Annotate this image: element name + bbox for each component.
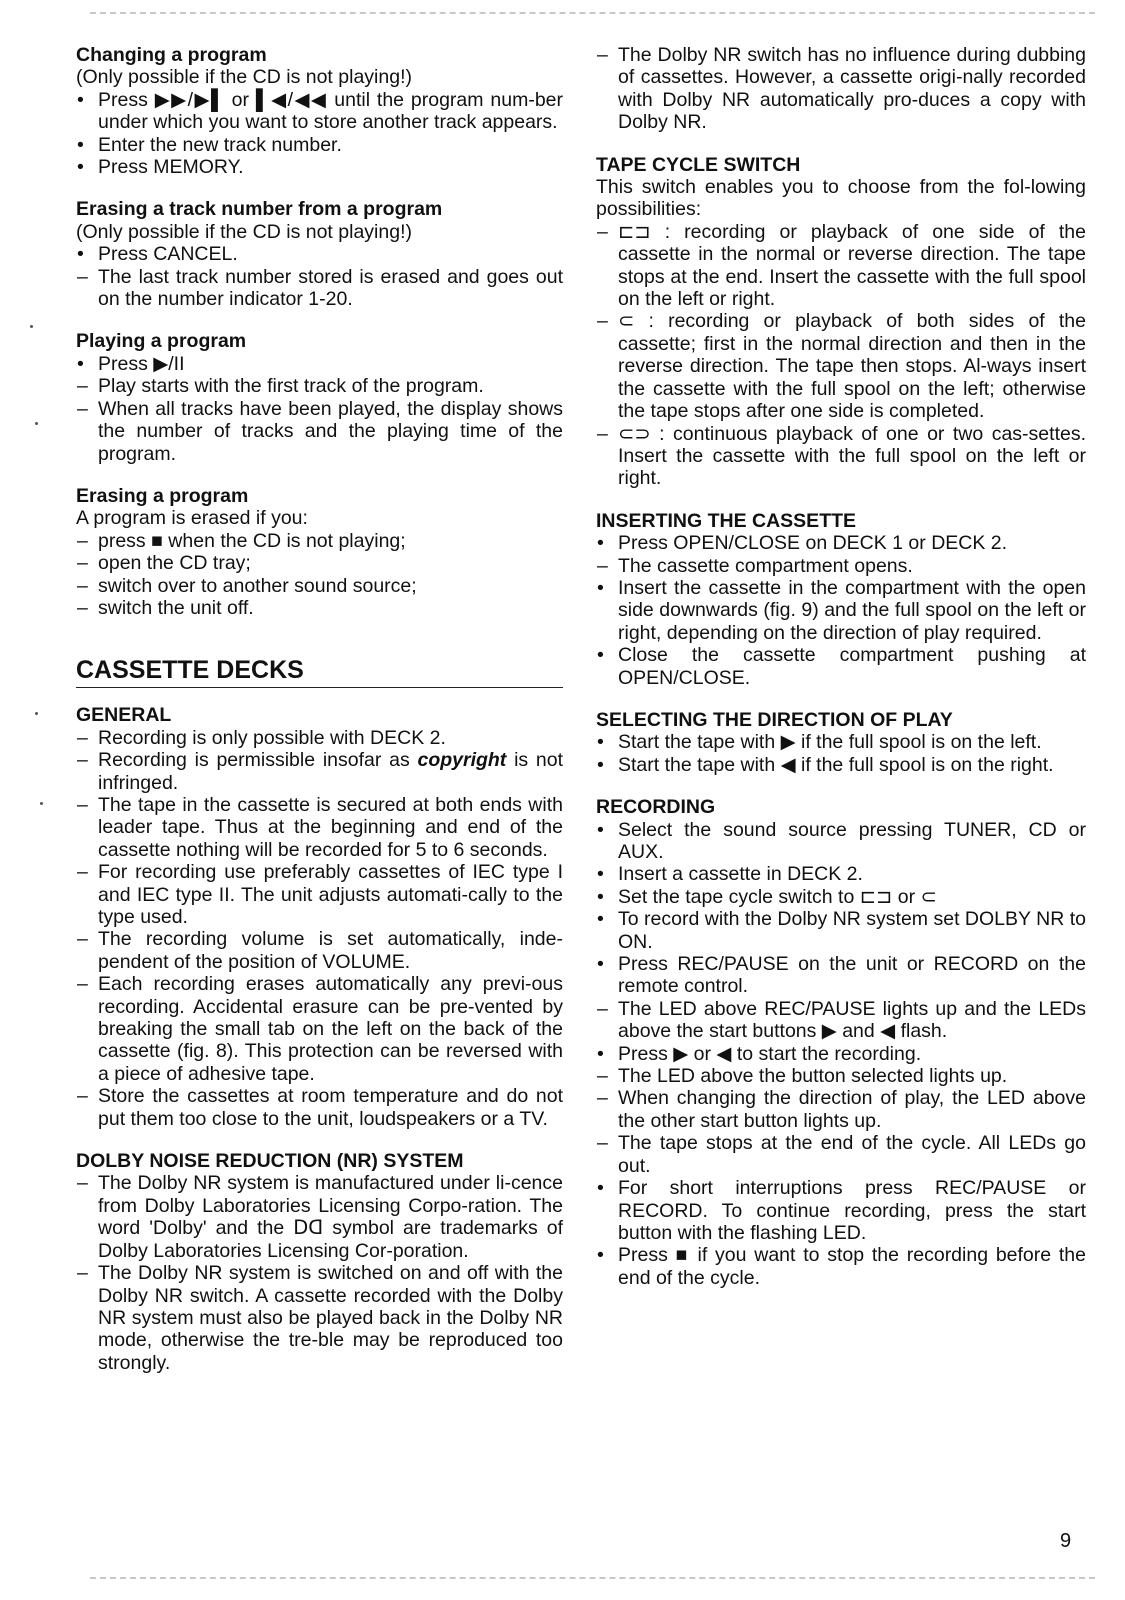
bullet-marker: • [597,818,604,841]
dash-marker: – [597,1087,608,1110]
list-item [596,819,1086,864]
item-text: The recording volume is set automatically, inde-pendent of the position of VOLUME. [98,928,563,973]
list-item [76,575,563,597]
list-item [76,861,563,928]
item-text: The cassette compartment opens. [618,554,913,577]
list-item [596,423,1086,490]
section-note: (Only possible if the CD is not playing!) [76,66,412,89]
dash-marker: – [77,574,88,597]
list-item [76,353,563,375]
left-column [76,44,563,1394]
list-item [76,156,563,178]
dash-marker: – [77,529,88,552]
dash-marker: – [77,265,88,288]
bullet-marker: • [597,731,604,754]
item-text: The Dolby NR system is switched on and off with the Dolby NR switch. A cassette recorded with the Dolby NR system must also be played back in the Dolby NR mode, otherwise the tre-ble may be reproduced too strongly. [98,1262,563,1374]
item-text: switch the unit off. [98,596,254,619]
item-text: press ■ when the CD is not playing; [98,529,406,552]
section-heading: INSERTING THE CASSETTE [596,509,857,532]
section-heading: Erasing a program [76,484,249,507]
list-item [76,1085,563,1130]
list-item [596,1244,1086,1289]
item-list [596,221,1086,490]
item-text: Enter the new track number. [98,133,342,156]
item-list [76,1172,563,1374]
section-recording [596,796,1086,1289]
section-direction-of-play [596,709,1086,776]
dash-marker: – [77,552,88,575]
item-list [76,530,563,620]
item-text: Press ▶/II [98,352,185,375]
item-text: ⊂ : recording or playback of both sides of the cassette; first in the normal direction and then in the reverse direction. The tape then stops. Al-ways insert the cassette with the full spool on the left; otherwise the tape stops after one side is completed. [618,310,1086,423]
list-item [596,310,1086,422]
item-list [76,794,563,1130]
bullet-marker: • [597,885,604,908]
section-dolby-continued [596,44,1086,134]
list-item [596,998,1086,1043]
bullet-marker: • [597,644,604,667]
item-text: For short interruptions press REC/PAUSE or RECORD. To continue recording, press the start button with the flashing LED. [618,1177,1086,1244]
list-item [76,727,563,749]
list-item [596,1087,1086,1132]
section-heading: Playing a program [76,330,247,353]
bullet-marker: • [597,1042,604,1065]
list-item [76,597,563,619]
section-heading: RECORDING [596,796,716,819]
list-item [596,908,1086,953]
item-text: Press CANCEL. [98,243,238,266]
item-text: Recording is only possible with DECK 2. [98,726,446,749]
dash-marker: – [77,861,88,884]
dash-marker: – [77,1172,88,1195]
section-heading: Changing a program [76,44,267,66]
dash-marker: – [597,310,608,333]
list-item [76,375,563,397]
item-text: The LED above the button selected lights up. [618,1065,1008,1088]
item-text: Select the sound source pressing TUNER, CD or AUX. [618,818,1086,863]
item-text: Each recording erases automatically any previ-ous recording. Accidental erasure can be pre-vented by breaking the small tab on the left on the back of the cassette (fig. 8). This protection can be reversed with a piece of adhesive tape. [98,973,563,1085]
item-text: is not infringed. [98,749,564,794]
item-text: Press ■ if you want to stop the recording before the end of the cycle. [618,1244,1086,1289]
dash-marker: – [597,220,608,243]
item-text: Play starts with the first track of the program. [98,375,484,398]
section-tape-cycle-switch [596,154,1086,490]
list-item [76,794,563,861]
section-erasing-track [76,198,563,310]
section-note: (Only possible if the CD is not playing!) [76,220,412,243]
list-item [596,221,1086,311]
dash-marker: – [597,422,608,445]
right-column [596,44,1086,1309]
bullet-marker: • [597,863,604,886]
dash-marker: – [597,554,608,577]
list-item [596,754,1086,776]
list-item [76,398,563,465]
bullet-marker: • [597,908,604,931]
dash-marker: – [77,1262,88,1285]
section-heading: SELECTING THE DIRECTION OF PLAY [596,708,953,731]
dash-marker: – [77,1085,88,1108]
item-list [76,353,563,465]
item-list [76,89,563,179]
section-intro: A program is erased if you: [76,507,308,530]
section-heading: DOLBY NOISE REDUCTION (NR) SYSTEM [76,1150,464,1173]
dash-marker: – [77,397,88,420]
dash-marker: – [77,749,88,772]
list-item [76,928,563,973]
section-general [76,704,563,1130]
list-item [76,552,563,574]
list-item [596,44,1086,134]
bullet-marker: • [597,576,604,599]
list-item [596,1177,1086,1244]
item-text: Press OPEN/CLOSE on DECK 1 or DECK 2. [618,532,1008,555]
bullet-marker: • [77,133,84,156]
item-list [596,819,1086,1290]
item-text: Press MEMORY. [98,156,244,179]
item-list [596,532,1086,689]
dash-marker: – [597,1065,608,1088]
dash-marker: – [77,928,88,951]
scan-speck [40,802,43,805]
chapter-title: CASSETTE DECKS [76,655,563,688]
section-erasing-program [76,485,563,619]
item-list [596,44,1086,134]
dash-marker: – [77,375,88,398]
bullet-marker: • [77,156,84,179]
section-playing-program [76,330,563,464]
list-item [596,863,1086,885]
emphasis-copyright: copyright [417,749,507,772]
page-number: 9 [1060,1530,1072,1552]
list-item [596,953,1086,998]
bullet-marker: • [597,953,604,976]
item-text: When all tracks have been played, the display shows the number of tracks and the playing time of the program. [98,397,563,465]
item-text: Insert the cassette in the compartment with the open side downwards (fig. 9) and the full spool on the left or right, depending on the direction of play required. [618,576,1086,644]
dash-marker: – [77,596,88,619]
item-text: Start the tape with ▶ if the full spool is on the left. [618,731,1042,754]
item-text: The tape in the cassette is secured at both ends with leader tape. Thus at the beginning and end of the cassette nothing will be recorded for 5 to 6 seconds. [98,793,563,861]
list-item [596,1065,1086,1087]
section-inserting-cassette [596,510,1086,689]
list-item [76,1262,563,1374]
bullet-marker: • [597,532,604,555]
scan-speck [35,422,38,425]
item-text: The Dolby NR switch has no influence during dubbing of cassettes. However, a cassette origi-nally recorded with Dolby NR automatically pro-duces a copy with Dolby NR. [618,44,1086,134]
section-dolby [76,1150,563,1374]
dash-marker: – [597,44,608,66]
list-item [596,1132,1086,1177]
dash-marker: – [597,1132,608,1155]
item-text: The tape stops at the end of the cycle. All LEDs go out. [618,1132,1086,1177]
item-text: To record with the Dolby NR system set DOLBY NR to ON. [618,908,1086,953]
section-heading: TAPE CYCLE SWITCH [596,153,801,176]
item-text: Press ▶▶/▶▌ or ▌◀/◀◀ until the program num-ber under which you want to store another track appears. [98,88,563,134]
item-text: Store the cassettes at room temperature and do not put them too close to the unit, loudspeakers or a TV. [98,1085,563,1130]
item-text: Press ▶ or ◀ to start the recording. [618,1042,922,1065]
list-item [596,555,1086,577]
item-text: switch over to another sound source; [98,574,417,597]
list-item [76,89,563,134]
dash-marker: – [597,997,608,1020]
scan-artifact-bottom [90,1577,1095,1579]
list-item [76,1172,563,1262]
list-item [76,243,563,265]
item-text: ⊏⊐ : recording or playback of one side of the cassette in the normal or reverse direction. The tape stops at the end. Insert the cassette with the full spool on the left or right. [618,220,1086,311]
item-text: Set the tape cycle switch to ⊏⊐ or ⊂ [618,885,937,908]
item-text: The last track number stored is erased and goes out on the number indicator 1-20. [98,265,563,311]
section-heading: Erasing a track number from a program [76,198,443,221]
bullet-marker: • [77,88,84,111]
list-item [596,1043,1086,1065]
bullet-marker: • [597,1244,604,1267]
dash-marker: – [77,793,88,816]
item-text: Press REC/PAUSE on the unit or RECORD on the remote control. [618,953,1086,998]
scan-speck [35,712,38,715]
item-text: The Dolby NR system is manufactured under li-cence from Dolby Laboratories Licensing Corpo-ration. The word 'Dolby' and the ᗞᗡ symbol are trademarks of Dolby Laboratories Licensing Cor-poration. [98,1172,563,1262]
item-list [76,243,563,310]
item-text: Close the cassette compartment pushing at OPEN/CLOSE. [618,644,1086,689]
list-item [596,644,1086,689]
list-item [76,134,563,156]
item-list [596,731,1086,776]
item-text: Recording is permissible insofar as [98,749,418,772]
list-item [596,577,1086,644]
list-item [76,973,563,1085]
list-item [76,749,563,794]
scan-artifact-top [90,12,1095,14]
bullet-marker: • [77,243,84,266]
dash-marker: – [77,973,88,996]
item-text: open the CD tray; [98,552,251,575]
scan-speck [30,325,33,328]
list-item [76,530,563,552]
list-item [76,266,563,311]
item-text: Insert a cassette in DECK 2. [618,863,863,886]
item-text: When changing the direction of play, the LED above the other start button lights up. [618,1087,1086,1132]
section-changing-program [76,44,563,178]
dash-marker: – [77,726,88,749]
item-text: The LED above REC/PAUSE lights up and the LEDs above the start buttons ▶ and ◀ flash. [618,997,1086,1043]
list-item [596,886,1086,908]
bullet-marker: • [77,352,84,375]
item-text: Start the tape with ◀ if the full spool is on the right. [618,753,1054,776]
list-item [596,731,1086,753]
list-item [596,532,1086,554]
bullet-marker: • [597,1177,604,1200]
section-intro: This switch enables you to choose from the fol-lowing possibilities: [596,176,1086,221]
bullet-marker: • [597,753,604,776]
item-text: For recording use preferably cassettes of IEC type I and IEC type II. The unit adjusts automati-cally to the type used. [98,861,563,928]
item-text: ⊂⊃ : continuous playback of one or two cas-settes. Insert the cassette with the full spool on the left or right. [618,422,1086,490]
section-heading: GENERAL [76,704,172,727]
